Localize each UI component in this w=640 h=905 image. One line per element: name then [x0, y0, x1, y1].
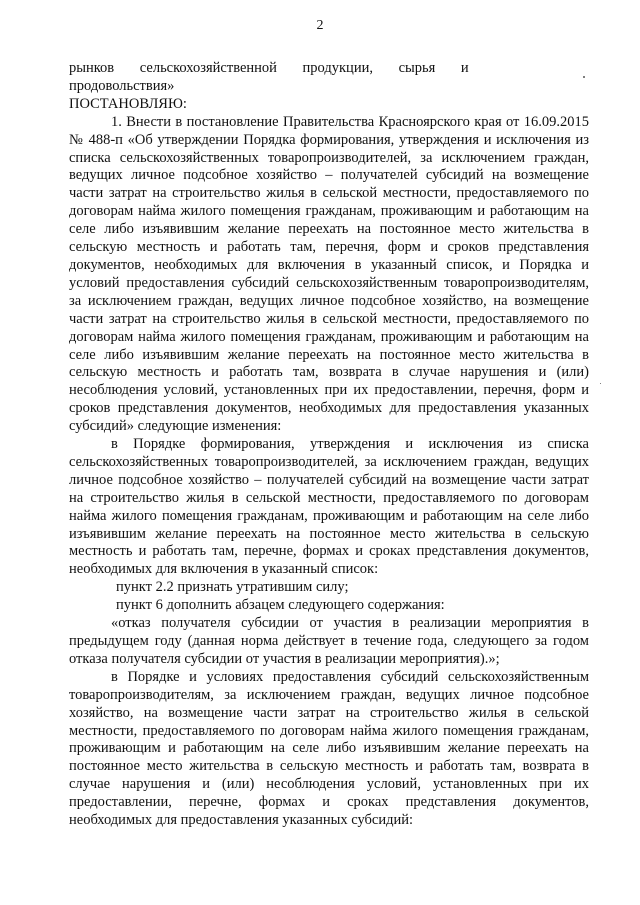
document-body: [69, 60, 589, 830]
paragraph-clause-2-2: пункт 2.2 признать утратившим силу;: [116, 579, 349, 596]
paragraph-procedure-conditions: в Порядке и условиях предоставления субсидий сельскохозяйственным товаропроизводителям, за исключением граждан, ведущих личное подсобное хозяйство, на возмещение части затрат на строительство жилья в сельской местности, предоставляемого по договорам найма жилого помещения гражданам, проживающим и работающим на селе либо изъявившим желание переехать на постоянное место жительства в сельскую местность и работать там, возврата в случае нарушения и (или) несоблюдения условий, установленных при их предоставлении, перечне, формах и сроках представления документов, необходимых для предоставления указанных субсидий:: [69, 668, 589, 829]
paragraph-procedure-formation: в Порядке формирования, утверждения и исключения из списка сельскохозяйственных товаропроизводителей, за исключением граждан, ведущих личное подсобное хозяйство – получателей субсидий на возмещение части затрат на строительство жилья в сельской местности, предоставляемого по договорам найма жилого помещения гражданам, проживающим и работающим на селе либо изъявившим желание переехать на постоянное место жительства в сельскую местность и работать там, перечне, формах и сроках представления документов, необходимых для включения в указанный список:: [69, 436, 589, 578]
paragraph-clause-6: пункт 6 дополнить абзацем следующего содержания:: [116, 597, 445, 614]
paragraph-quoted-addition: «отказ получателя субсидии от участия в реализации мероприятия в предыдущем году (данная норма действует в течение года, следующего за годом отказа получателя субсидии от участия в реализации мероприятия).»;: [69, 615, 589, 667]
scan-speck: [600, 383, 601, 384]
paragraph-preamble-end: рынков сельскохозяйственной продукции, сырья и продовольствия»: [69, 60, 469, 94]
paragraph-resolve-heading: ПОСТАНОВЛЯЮ:: [69, 95, 187, 112]
paragraph-item-1: 1. Внести в постановление Правительства Красноярского края от 16.09.2015 № 488-п «Об утверждении Порядка формирования, утверждения и исключения из списка сельскохозяйственных товаропроизводителей, за исключением граждан, ведущих личное подсобное хозяйство – получателей субсидий на возмещение части затрат на строительство жилья в сельской местности, предоставляемого по договорам найма жилого помещения гражданам, проживающим и работающим на селе либо изъявившим желание переехать на постоянное место жительства в сельскую местность и работать там, перечня, форм и сроков представления документов, необходимых для включения в указанный список, и Порядка и условий предоставления субсидий сельскохозяйственным товаропроизводителям, за исключением граждан, ведущих личное подсобное хозяйство, на возмещение части затрат на строительство жилья в сельской местности, предоставляемого по договорам найма жилого помещения гражданам, проживающим и работающим на селе либо изъявившим желание переехать на постоянное место жительства в сельскую местность и работать там, возврата в случае нарушения и (или) несоблюдения условий, установленных при их предоставлении, перечня, форм и сроков представления документов, необходимых для предоставления указанных субсидий» следующие изменения:: [69, 113, 589, 435]
scan-speck: [583, 76, 585, 78]
page-number: 2: [316, 18, 324, 33]
